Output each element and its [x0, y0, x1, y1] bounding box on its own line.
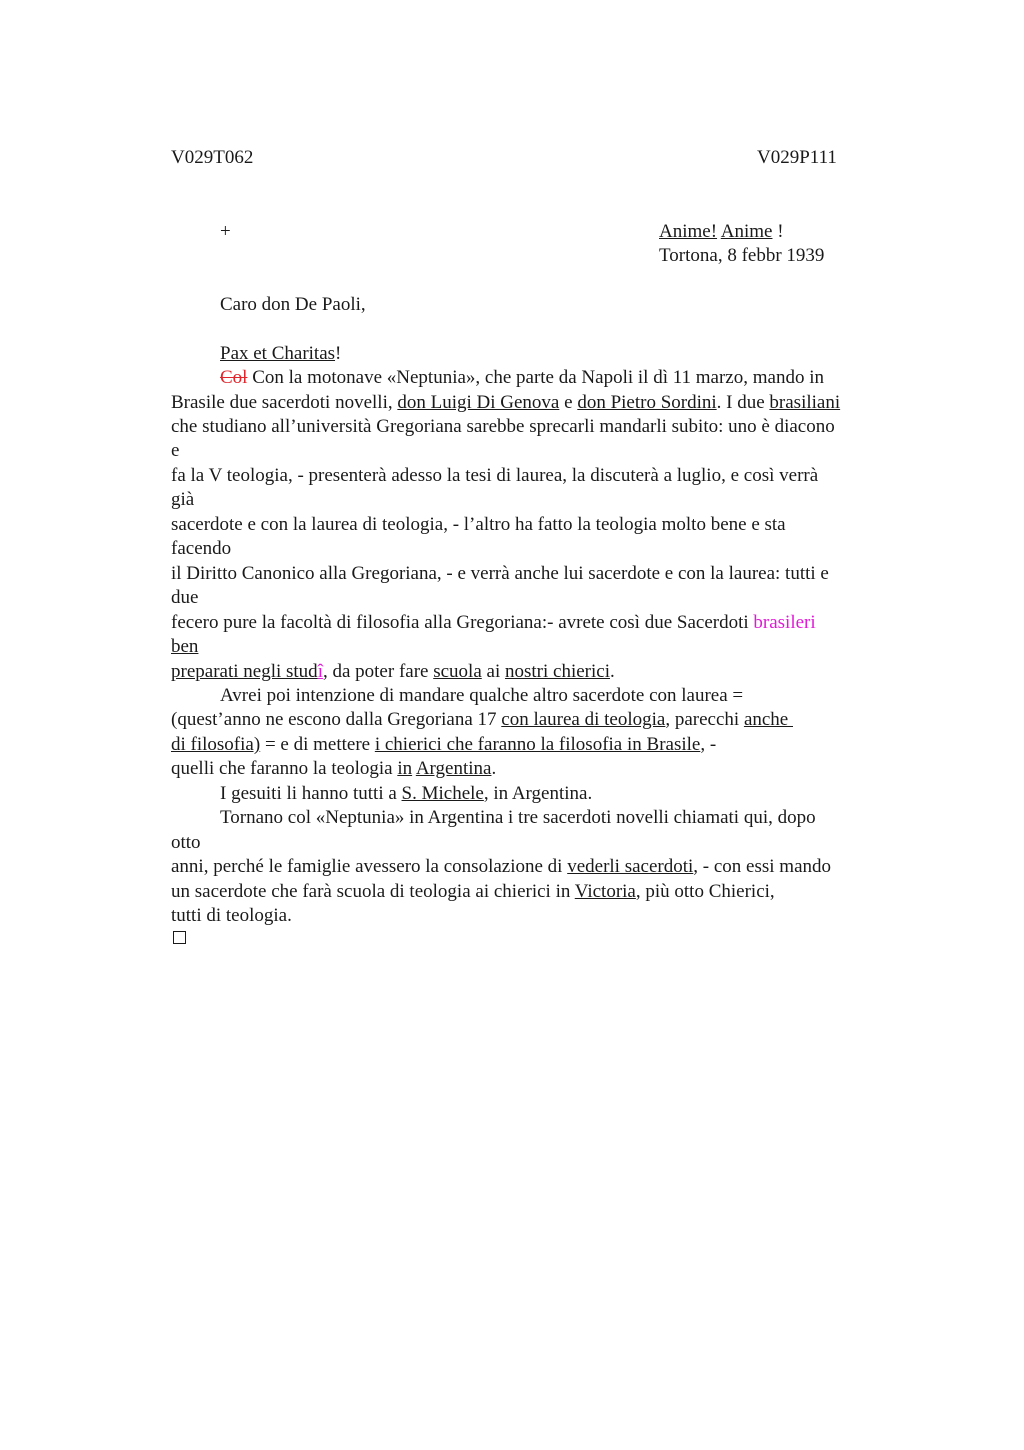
body-text: .	[491, 758, 497, 779]
body-text: , da poter fare	[322, 661, 434, 682]
phrase-underlined: nostri chierici	[504, 661, 610, 682]
body-line-14: Avrei poi intenzione di mandare qualche altro sacerdote con laurea =	[220, 685, 744, 706]
body-text: anni, perché le famiglie avessero la consolazione di	[171, 856, 568, 877]
body-text: . I due	[716, 392, 770, 413]
body-line-19: Tornano col «Neptunia» in Argentina i tre sacerdoti novelli chiamati qui, dopo	[220, 807, 816, 828]
body-text: e	[559, 392, 578, 413]
body-text: quelli che faranno la teologia	[171, 758, 398, 779]
body-text: Con la motonave «Neptunia», che parte da Napoli il dì 11 marzo, mando in	[247, 367, 824, 388]
body-text: un sacerdote che farà scuola di teologia ai chierici in	[171, 881, 575, 902]
greeting-text: Pax et Charitas	[220, 343, 336, 364]
word-underlined: S. Michele	[401, 783, 484, 804]
body-line-5: fa la V teologia, - presenterà adesso la tesi di laurea, la discuterà a luglio, e così verrà	[171, 465, 819, 486]
body-line-4: e	[171, 440, 180, 461]
deleted-word: Col	[220, 367, 248, 388]
motto-second: Anime	[720, 221, 773, 242]
body-line-15	[171, 708, 793, 732]
body-text: , parecchi	[665, 709, 744, 730]
body-text: , - con essi mando	[693, 856, 832, 877]
greeting	[220, 342, 341, 366]
place-date: Tortona, 8 febbr 1939	[659, 245, 825, 266]
body-text: , -	[700, 734, 717, 755]
body-line-3: che studiano all’università Gregoriana sarebbe sprecarli mandarli subito: uno è diacono	[171, 416, 835, 437]
word-underlined: ben	[171, 636, 199, 657]
body-line-18	[220, 782, 592, 806]
salutation: Caro don De Paoli,	[220, 294, 366, 315]
body-text: Brasile due sacerdoti novelli,	[171, 392, 398, 413]
body-line-6: già	[171, 489, 195, 510]
body-text: = e di mettere	[260, 734, 375, 755]
archive-code-right: V029P111	[757, 147, 837, 168]
body-line-1	[220, 366, 824, 390]
phrase-underlined: con laurea di teologia	[501, 709, 666, 730]
body-line-17	[171, 757, 496, 781]
archive-code-left: V029T062	[171, 147, 254, 168]
body-line-7: sacerdote e con la laurea di teologia, - l’altro ha fatto la teologia molto bene e sta	[171, 514, 786, 535]
body-text: , in Argentina.	[483, 783, 593, 804]
body-text: I gesuiti li hanno tutti a	[220, 783, 402, 804]
cross-symbol: +	[220, 221, 231, 242]
body-line-22	[171, 880, 775, 904]
phrase-underlined: i chierici che faranno la filosofia in Brasile	[374, 734, 701, 755]
body-line-10: due	[171, 587, 199, 608]
phrase-underlined: preparati negli stud	[171, 661, 318, 682]
phrase-underlined: di filosofia)	[171, 734, 261, 755]
body-line-20: otto	[171, 832, 201, 853]
body-text: , più otto Chierici,	[635, 881, 775, 902]
body-line-16	[171, 733, 716, 757]
motto-first: Anime!	[659, 221, 718, 242]
body-line-21	[171, 855, 831, 879]
body-text: (quest’anno ne escono dalla Gregoriana 17	[171, 709, 502, 730]
inserted-letter: î	[317, 661, 323, 682]
body-line-13	[171, 660, 615, 684]
word-underlined: Victoria	[574, 881, 636, 902]
body-line-12	[171, 635, 198, 659]
word-underlined: brasiliani	[769, 392, 841, 413]
word-underlined: Argentina	[415, 758, 492, 779]
body-line-2	[171, 391, 840, 415]
name-underlined: don Luigi Di Genova	[397, 392, 560, 413]
body-line-11	[171, 611, 816, 635]
word-underlined: anche	[743, 709, 793, 730]
body-text: ai	[481, 661, 505, 682]
word-underlined: scuola	[433, 661, 482, 682]
phrase-underlined: vederli sacerdoti	[567, 856, 694, 877]
body-text: .	[609, 661, 615, 682]
word-underlined: in	[397, 758, 413, 779]
motto-mark: !	[772, 221, 784, 242]
motto	[659, 220, 784, 244]
inserted-word: brasileri	[753, 612, 816, 633]
body-line-9: il Diritto Canonico alla Gregoriana, - e verrà anche lui sacerdote e con la laurea: tutti e	[171, 563, 829, 584]
body-line-23: tutti di teologia.	[171, 905, 292, 926]
name-underlined: don Pietro Sordini	[577, 392, 717, 413]
body-line-8: facendo	[171, 538, 232, 559]
end-mark-square	[173, 931, 186, 944]
greeting-mark: !	[335, 343, 342, 364]
body-text: fecero pure la facoltà di filosofia alla Gregoriana:- avrete così due Sacerdoti	[171, 612, 754, 633]
